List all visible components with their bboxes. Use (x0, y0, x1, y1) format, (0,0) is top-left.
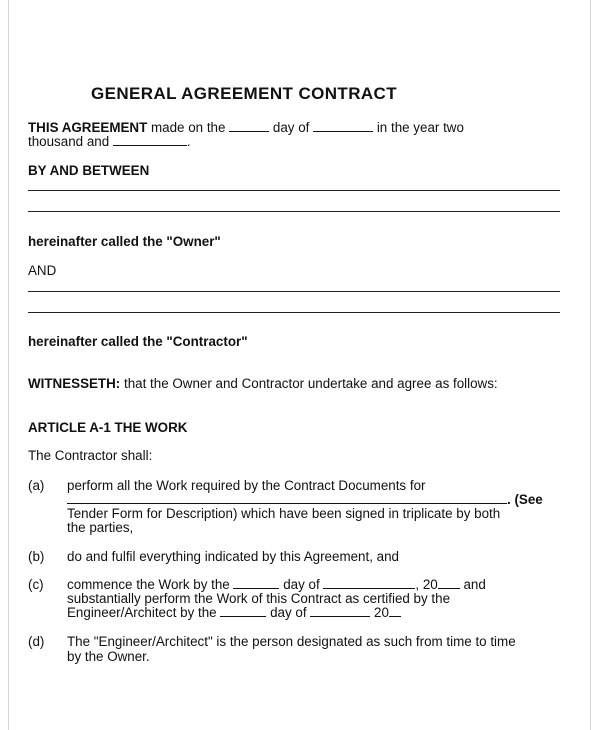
item-d-line-2: by the Owner. (67, 649, 150, 664)
contractor-label: hereinafter called the "Contractor" (28, 334, 248, 349)
item-c-l1-a: commence the Work by the (67, 577, 230, 592)
contractor-name-line-2[interactable] (28, 312, 560, 313)
intro-year-two: in the year two (373, 120, 464, 135)
item-c-l3-a: Engineer/Architect by the (67, 605, 217, 620)
blank-commence-month[interactable] (323, 587, 415, 589)
intro-bold-lead: THIS AGREEMENT (28, 120, 148, 135)
intro-made-on: made on the (147, 120, 226, 135)
owner-name-line-1[interactable] (28, 190, 560, 191)
item-d-marker: (d) (28, 634, 45, 649)
blank-contract-documents[interactable] (67, 502, 507, 504)
item-b-line-1: do and fulfil everything indicated by this Agreement, and (67, 549, 399, 564)
item-c-l1-b: day of (279, 577, 324, 592)
witnesseth-line (28, 376, 498, 391)
by-and-between-heading: BY AND BETWEEN (28, 163, 150, 178)
item-c-l1-c: , 20 (415, 577, 438, 592)
item-c-marker: (c) (28, 577, 44, 592)
blank-commence-day[interactable] (233, 587, 279, 589)
blank-perform-year[interactable] (389, 615, 401, 617)
owner-label: hereinafter called the "Owner" (28, 234, 221, 249)
item-c-line-2: substantially perform the Work of this Contract as certified by the (67, 591, 451, 606)
document-title: GENERAL AGREEMENT CONTRACT (91, 84, 398, 103)
item-a-line-2: Tender Form for Description) which have been signed in triplicate by both (67, 506, 501, 521)
item-c-l3-b: day of (266, 605, 307, 620)
page-border-left (8, 0, 9, 730)
item-d-line-1: The "Engineer/Architect" is the person designated as such from time to time (67, 634, 516, 649)
contractor-name-line-1[interactable] (28, 291, 560, 292)
contractor-shall: The Contractor shall: (28, 448, 153, 463)
item-c-l1-d: and (459, 577, 486, 592)
and-label: AND (28, 263, 57, 278)
witnesseth-text: that the Owner and Contractor undertake and agree as follows: (120, 376, 498, 391)
blank-perform-month[interactable] (310, 615, 370, 617)
intro-day-of: day of (269, 120, 314, 135)
item-a-marker: (a) (28, 478, 45, 493)
owner-name-line-2[interactable] (28, 211, 560, 212)
witnesseth-bold: WITNESSETH: (28, 376, 121, 391)
intro-period: . (186, 134, 191, 149)
blank-commence-year[interactable] (438, 587, 460, 589)
blank-month[interactable] (313, 130, 373, 132)
item-c-line-1 (67, 577, 486, 592)
page-border-right (590, 0, 591, 730)
item-a-line-3: the parties, (67, 520, 134, 535)
article-heading: ARTICLE A-1 THE WORK (28, 420, 188, 435)
blank-year[interactable] (113, 144, 187, 146)
intro-line-1 (28, 120, 464, 135)
item-a-line-1: perform all the Work required by the Contract Documents for (67, 478, 426, 493)
intro-thousand-and: thousand and (28, 134, 110, 149)
item-a-line-2-wrap (67, 492, 543, 507)
item-b-marker: (b) (28, 549, 45, 564)
blank-perform-day[interactable] (220, 615, 266, 617)
intro-line-2 (28, 134, 191, 149)
item-c-l3-c: 20 (370, 605, 389, 620)
blank-day[interactable] (229, 130, 269, 132)
item-a-see: . (See (507, 492, 543, 507)
item-c-line-3 (67, 605, 401, 620)
